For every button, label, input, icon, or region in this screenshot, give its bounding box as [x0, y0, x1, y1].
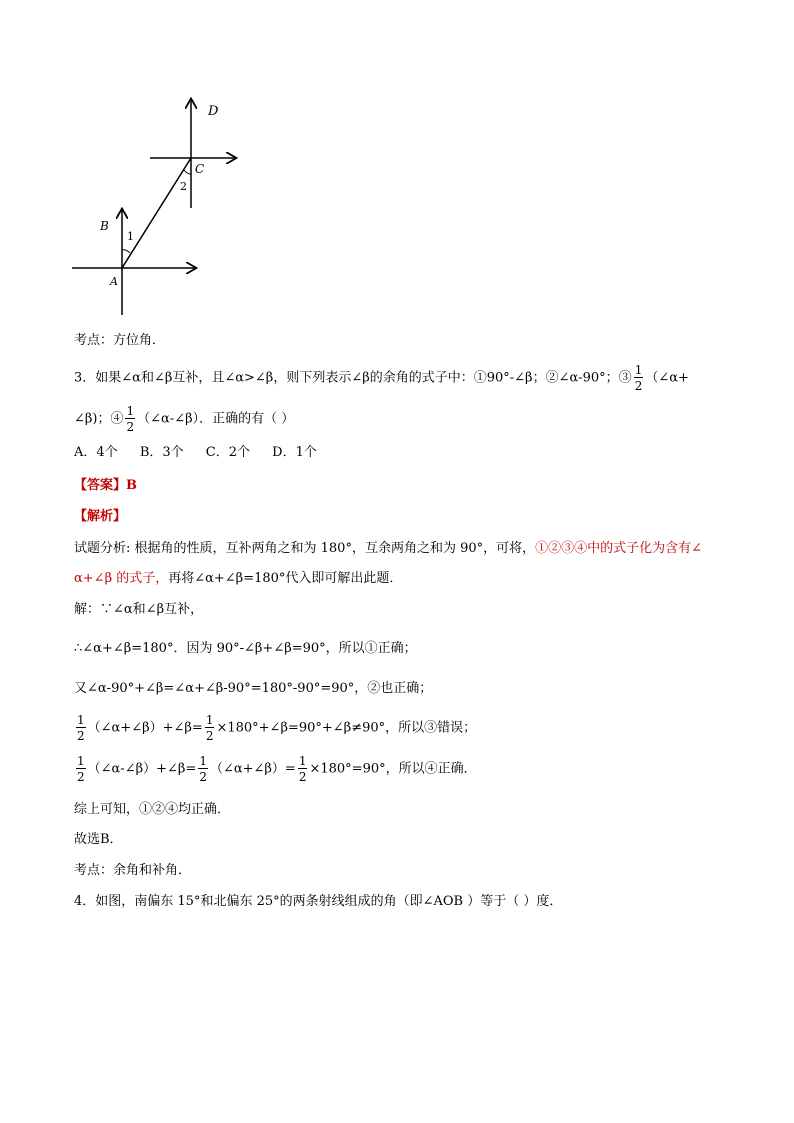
solution-line1: 解：∵∠α和∠β互补，	[74, 602, 204, 617]
fraction-half: $\frac{1}{2}$	[77, 713, 85, 743]
label-1: 1	[127, 230, 134, 243]
angle-2-arc	[184, 170, 191, 174]
option-a: A．4个	[74, 445, 118, 460]
solution-line3: 又∠α-90°+∠β=∠α+∠β-90°=180°-90°=90°，②也正确；	[74, 681, 433, 696]
solution-line4	[74, 714, 476, 742]
solution-line5	[74, 755, 477, 783]
q2-kaodian: 考点：方位角．	[74, 333, 166, 348]
analysis1-text: 试题分析: 根据角的性质，互补两角之和为 180°，互余两角之和为 90°，可将，	[74, 541, 536, 556]
fraction-half: $\frac{1}{2}$	[199, 754, 207, 784]
sol5-part3: ×180°=90°，所以④正确．	[309, 761, 477, 777]
label-2: 2	[180, 180, 187, 193]
q3-stem1-tail: （∠α+	[645, 370, 689, 386]
analysis-heading: 【解析】	[74, 509, 127, 524]
answer-heading: 【答案】B	[74, 478, 137, 493]
label-b: B	[100, 219, 109, 233]
analysis2-text: 再将∠α+∠β=180°代入即可解出此题．	[168, 571, 403, 586]
solution-line2: ∴∠α+∠β=180°．因为 90°-∠β+∠β=90°，所以①正确；	[74, 641, 417, 656]
option-b: B．3个	[139, 445, 184, 460]
q3-stem-line2	[74, 405, 294, 433]
fraction-half: $\frac{1}{2}$	[126, 404, 135, 434]
option-d: D．1个	[272, 445, 317, 460]
segment-ac	[122, 158, 191, 268]
q3-stem2: （∠α-∠β）．正确的有（ ）	[137, 411, 295, 427]
solution-line7: 故选B．	[74, 832, 123, 847]
solution-line6: 综上可知，①②④均正确．	[74, 802, 231, 817]
analysis1-highlight: ①②③④中的式子化为含有∠	[535, 541, 703, 556]
q3-stem1: 3．如果∠α和∠β互补，且∠α>∠β，则下列表示∠β的余角的式子中：①90°-∠β；②∠α-90°；③	[74, 370, 632, 386]
fraction-half: $\frac{1}{2}$	[298, 754, 307, 784]
analysis2-highlight: α+∠β 的式子，	[74, 571, 169, 586]
analysis-line2	[74, 572, 402, 585]
direction-angle-figure	[60, 90, 260, 320]
sol5-part1: （∠α-∠β）+∠β=	[87, 761, 197, 777]
q3-stem2-head: ∠β)；④	[74, 411, 124, 427]
q3-kaodian: 考点：余角和补角．	[74, 863, 192, 878]
q3-stem-line1	[74, 364, 689, 392]
label-d: D	[208, 104, 219, 119]
fraction-half: $\frac{1}{2}$	[205, 713, 214, 743]
angle-1-arc	[122, 250, 130, 253]
q4-stem: 4．如图，南偏东 15°和北偏东 25°的两条射线组成的角（即∠AOB ）等于（ ）度．	[74, 894, 563, 909]
label-a: A	[110, 275, 118, 288]
sol4-part2: ×180°+∠β=90°+∠β≠90°，所以③错误；	[216, 720, 477, 736]
analysis-line1	[74, 542, 702, 555]
fraction-half: $\frac{1}{2}$	[77, 754, 85, 784]
q3-options	[74, 446, 317, 459]
label-c: C	[195, 162, 205, 176]
fraction-half: $\frac{1}{2}$	[634, 363, 643, 393]
sol4-part1: （∠α+∠β）+∠β=	[87, 720, 203, 736]
sol5-part2: （∠α+∠β）=	[209, 761, 296, 777]
option-c: C．2个	[205, 445, 250, 460]
